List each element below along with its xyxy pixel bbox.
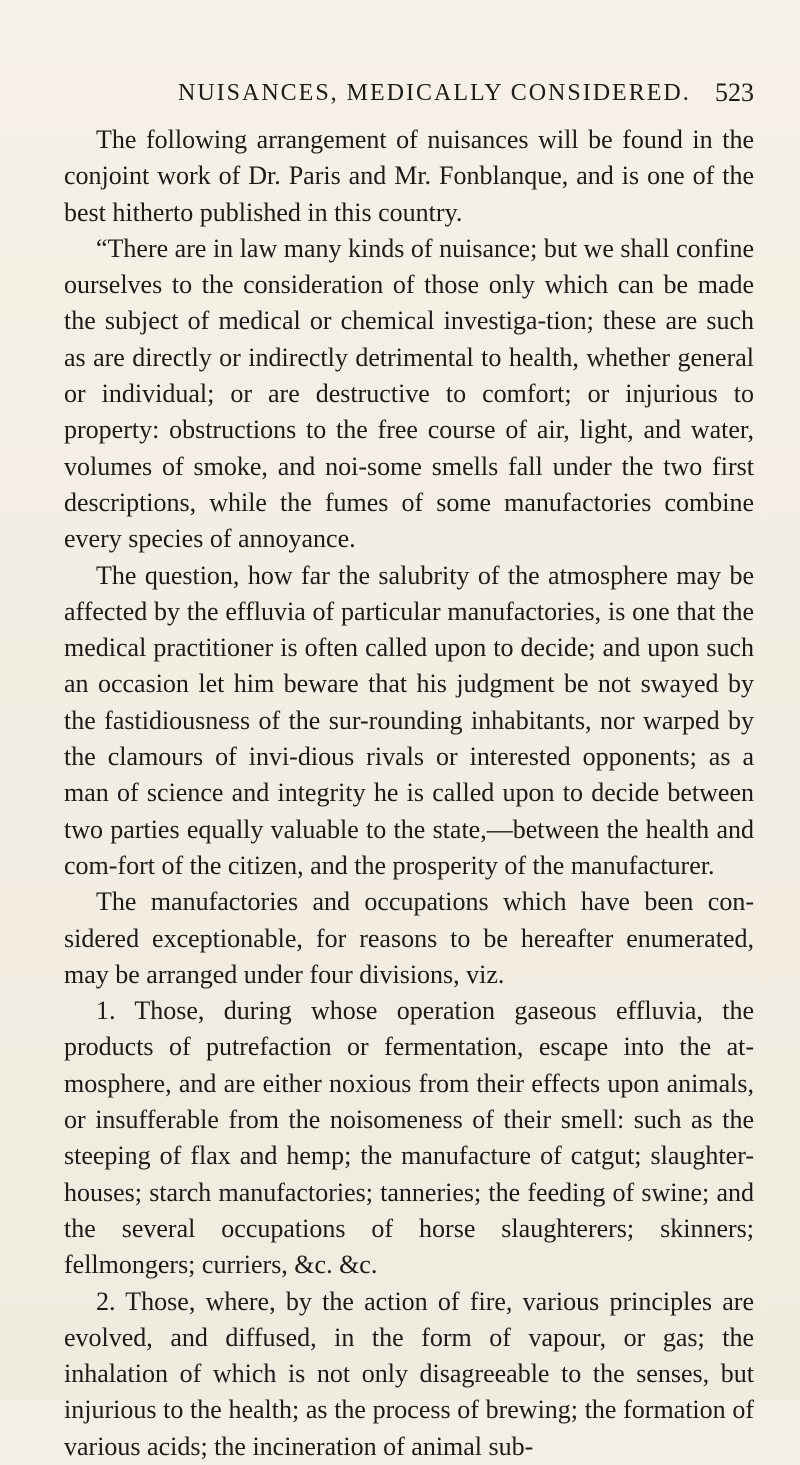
page-number: 523 (715, 78, 754, 107)
paragraph-4: The manufactories and occupations which have been con-sidered exceptionable, for reasons to be hereafter enumerated, may be arranged under four divisions, viz. (64, 887, 754, 989)
running-title: NUISANCES, MEDICALLY CONSIDERED. (178, 80, 691, 106)
paragraph-6: 2. Those, where, by the action of fire, various principles are evolved, and diffused, in the form of vapour, or gas; the inhalation of which is not only disagreeable to the senses, but injurious to the health; as the process of brewing; the formation of various acids; the incineration of animal sub- (64, 1286, 754, 1461)
paragraph-3: The question, how far the salubrity of the atmosphere may be affected by the effluvia of particular manufactories, is one that the medical practitioner is often called upon to decide; and upon such an occasion let him beware that his judgment be not swayed by the fastidiousness of the sur-rounding inhabitants, nor warped by the clamours of invi-dious rivals or interested opponents; as a man of science and integrity he is called upon to decide between two parties equally valuable to the state,—between the health and com-fort of the citizen, and the prosperity of the manufacturer. (64, 560, 754, 880)
body-text (64, 122, 754, 1465)
running-header (0, 78, 800, 114)
paragraph-1: The following arrangement of nuisances will be found in the conjoint work of Dr. Paris and Mr. Fonblanque, and is one of the best hitherto published in this country. (64, 125, 754, 227)
paragraph-2: “There are in law many kinds of nuisance; but we shall confine ourselves to the consideration of those only which can be made the subject of medical or chemical investiga-tion; these are such as are directly or indirectly detrimental to health, whether general or individual; or are destructive to comfort; or injurious to property: obstructions to the free course of air, light, and water, volumes of smoke, and noi-some smells fall under the two first descriptions, while the fumes of some manufactories combine every species of annoyance. (64, 233, 754, 554)
paragraph-5: 1. Those, during whose operation gaseous effluvia, the products of putrefaction or fermentation, escape into the at-mosphere, and are either noxious from their effects upon animals, or insufferable from the noisomeness of their smell: such as the steeping of flax and hemp; the manufacture of catgut; slaughter-houses; starch manufactories; tanneries; the feeding of swine; and the several occupations of horse slaughterers; skinners; fellmongers; curriers, &c. &c. (64, 996, 754, 1280)
